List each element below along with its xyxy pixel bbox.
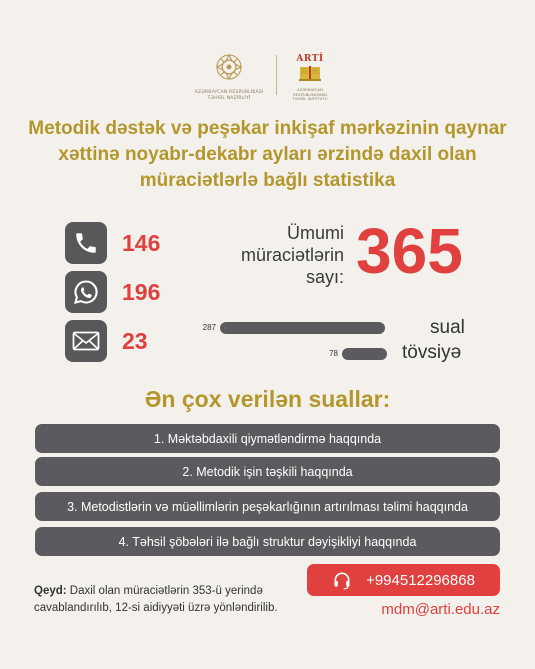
whatsapp-icon [65, 271, 107, 313]
faq-item: 3. Metodistlərin və müəllimlərin peşəkarlığının artırılması təlimi haqqında [35, 492, 500, 521]
channel-phone [65, 222, 160, 264]
channel-mail-count: 23 [122, 327, 148, 354]
hotline-number: +994512296868 [366, 571, 475, 589]
footnote [34, 583, 324, 617]
channel-whatsapp [65, 271, 160, 313]
faq-item: 2. Metodik işin təşkili haqqında [35, 457, 500, 486]
arti-logo-brand: ARTİ [296, 54, 324, 64]
breakdown-label-tovsiye: tövsiyə [402, 342, 462, 363]
channel-phone-count: 146 [122, 229, 161, 256]
ministry-logo-caption: AZƏRBAYCAN RESPUBLİKASI TƏHSİL NAZİRLİYİ [194, 90, 264, 101]
footnote-prefix: Qeyd: [34, 585, 67, 597]
breakdown-value-tovsiye: 78 [329, 349, 338, 358]
breakdown-bar-sual [220, 322, 385, 334]
breakdown-bar-tovsiye [342, 348, 387, 360]
contact-email[interactable]: mdm@arti.edu.az [381, 601, 500, 618]
arti-logo-caption: AZƏRBAYCAN RESPUBLİKASININ TƏHSİL İNSTİTUTU [292, 87, 328, 102]
channel-whatsapp-count: 196 [122, 278, 161, 305]
ministry-logo [192, 52, 266, 101]
book-icon [299, 65, 321, 82]
arti-logo [286, 54, 334, 102]
breakdown-value-sual: 287 [202, 323, 216, 332]
breakdown-label-sual: sual [430, 317, 465, 338]
logo-divider [276, 55, 277, 95]
total-value: 365 [356, 215, 463, 287]
ministry-emblem-icon [214, 52, 244, 82]
hotline-button[interactable] [307, 564, 500, 596]
faq-item: 4. Təhsil şöbələri ilə bağlı struktur dəyişikliyi haqqında [35, 527, 500, 556]
page-title: Metodik dəstək və peşəkar inkişaf mərkəzinin qaynar xəttinə noyabr-dekabr ayları ərzində daxil olan müraciətlərlə bağlı statistika [28, 118, 507, 191]
faq-title: Ən çox verilən suallar: [144, 386, 391, 412]
mail-icon [65, 320, 107, 362]
total-label: Ümumi müraciətlərin sayı: [240, 223, 344, 287]
footnote-text: Daxil olan müraciətlərin 353-ü yerində cavablandırılıb, 12-si aidiyyəti üzrə yönləndirilib. [34, 585, 278, 614]
channel-mail [65, 320, 148, 362]
phone-icon [65, 222, 107, 264]
faq-item: 1. Məktəbdaxili qiymətləndirmə haqqında [35, 424, 500, 453]
headset-icon [332, 570, 352, 590]
